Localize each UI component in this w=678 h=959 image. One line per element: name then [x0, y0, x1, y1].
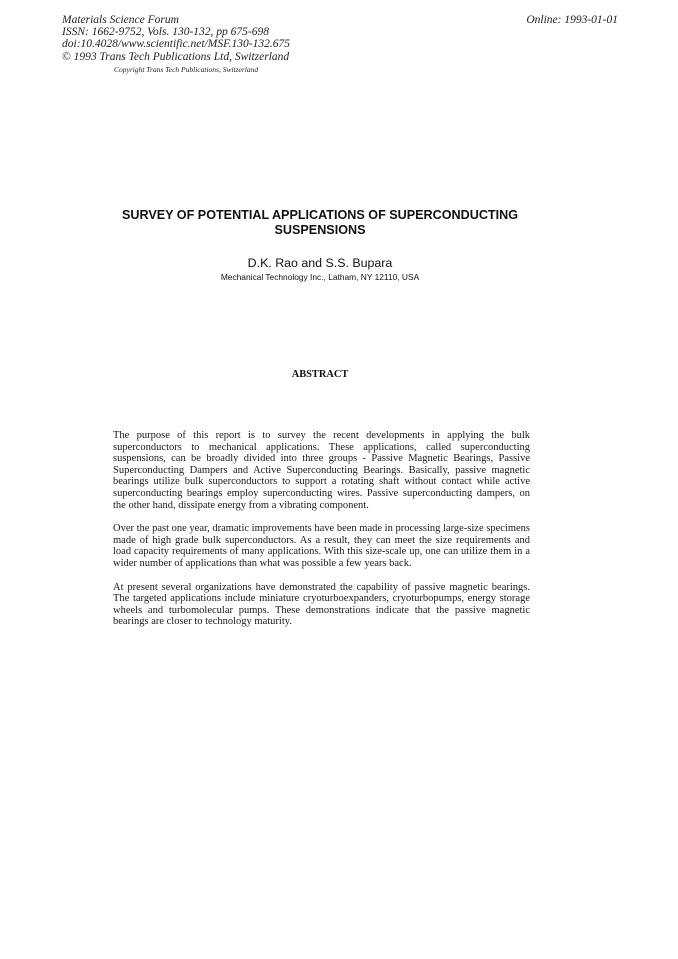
abstract-body	[113, 430, 530, 640]
paper-title-line-2: SUSPENSIONS	[274, 223, 366, 237]
journal-doi: doi:10.4028/www.scientific.net/MSF.130-132.675	[62, 38, 290, 51]
paper-authors: D.K. Rao and S.S. Bupara	[247, 256, 393, 270]
copyright-notice: Copyright Trans Tech Publications, Switzerland	[114, 64, 259, 74]
journal-header	[62, 14, 290, 75]
abstract-heading: ABSTRACT	[291, 369, 349, 380]
journal-issn: ISSN: 1662-9752, Vols. 130-132, pp 675-698	[62, 26, 269, 39]
online-date: Online: 1993-01-01	[526, 14, 618, 26]
abstract-paragraph: The purpose of this report is to survey the recent developments in applying the bulk superconductors to mechanical applications. These applications, called superconducting suspensions, can be broadly divided into three groups - Passive Magnetic Bearings, Passive Superconducting Dampers and Active Superconducting Bearings. Basically, passive magnetic bearings utilize bulk superconductors to support a rotating shaft without contact while active superconducting bearings employ superconducting wires. Passive superconducting dampers, on the other hand, dissipate energy from a vibrating component.	[113, 430, 530, 511]
journal-copyright: © 1993 Trans Tech Publications Ltd, Switzerland	[62, 50, 290, 63]
journal-name: Materials Science Forum	[62, 14, 179, 26]
paper-affiliation: Mechanical Technology Inc., Latham, NY 12110, USA	[220, 272, 420, 282]
abstract-paragraph: At present several organizations have demonstrated the capability of passive magnetic bearings. The targeted applications include miniature cryoturboexpanders, cryoturbopumps, energy storage wheels and turbomolecular pumps. These demonstrations indicate that the passive magnetic bearings are closer to technology maturity.	[113, 581, 530, 628]
abstract-paragraph: Over the past one year, dramatic improvements have been made in processing large-size specimens made of high grade bulk superconductors. As a result, they can meet the size requirements and load capacity requirements of many applications. With this size-scale up, one can utilize them in a wider number of applications than what was possible a few years back.	[113, 523, 530, 569]
paper-title	[100, 208, 540, 238]
paper-title-line-1: SURVEY OF POTENTIAL APPLICATIONS OF SUPERCONDUCTING	[121, 208, 519, 222]
